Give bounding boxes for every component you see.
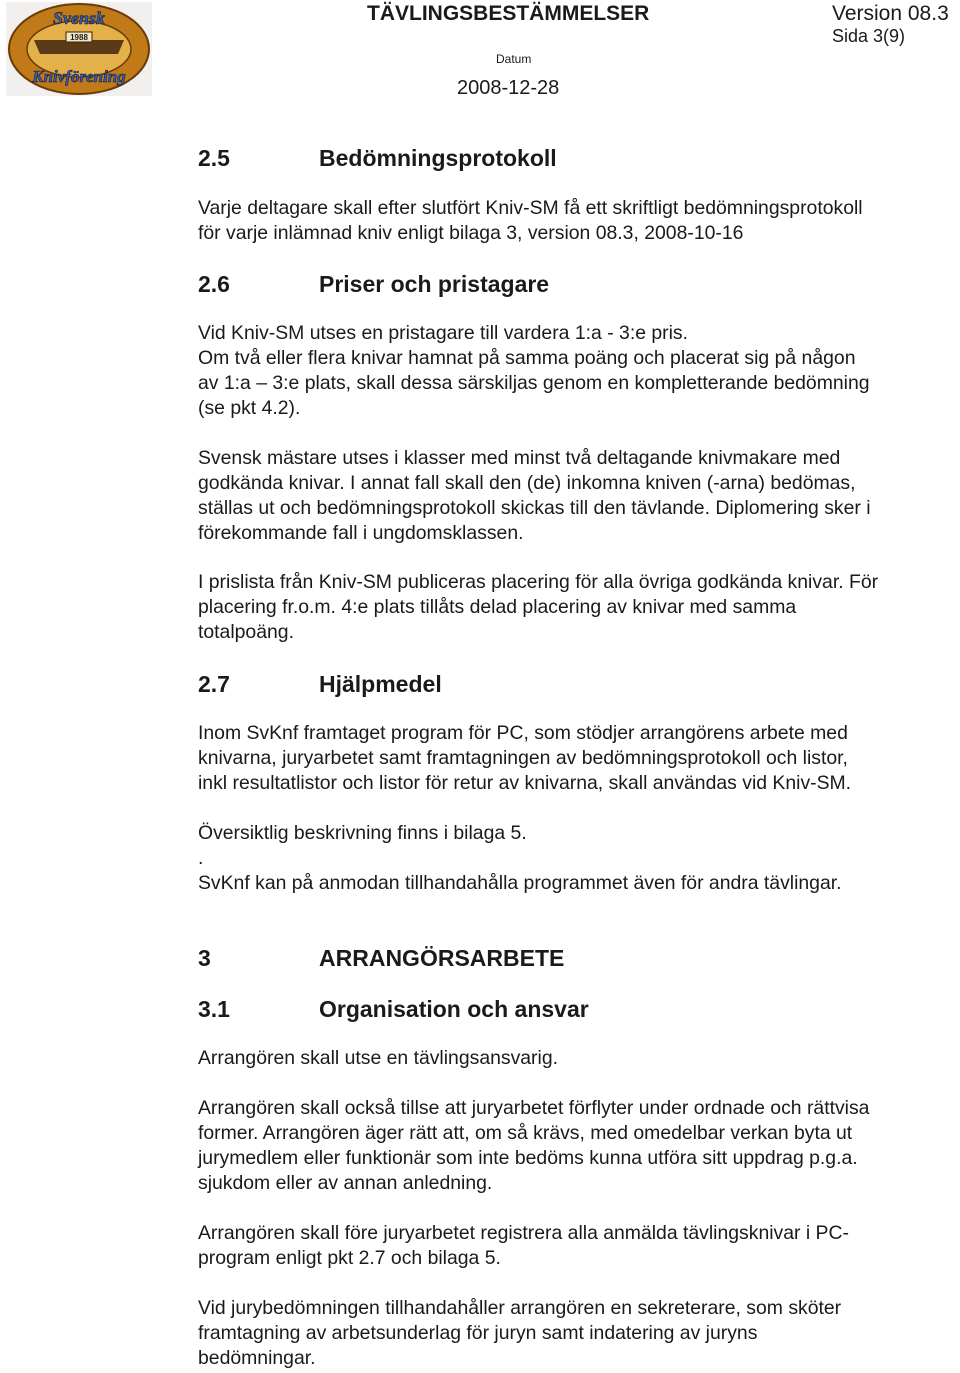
- section-title: ARRANGÖRSARBETE: [319, 945, 565, 971]
- document-date: 2008-12-28: [457, 77, 560, 99]
- text-line: förekommande fall i ungdomsklassen.: [198, 522, 524, 544]
- text-line: Arrangören skall också tillse att juryarbetet förflyter under ordnade och rättvisa: [198, 1097, 870, 1119]
- text-line: inkl resultatlistor och listor för retur av knivarna, skall användas vid Kniv-SM.: [198, 772, 852, 794]
- section-number: 3: [198, 945, 211, 971]
- text-line: Arrangören skall utse en tävlingsansvarig.: [198, 1047, 558, 1069]
- text-line: bedömningar.: [198, 1347, 316, 1369]
- document-title: TÄVLINGSBESTÄMMELSER: [367, 2, 650, 25]
- text-line: former. Arrangören äger rätt att, om så krävs, med omedelbar verkan byta ut: [198, 1122, 853, 1144]
- datum-label: Datum: [496, 52, 532, 66]
- text-line: Varje deltagare skall efter slutfört Kniv-SM få ett skriftligt bedömningsprotokoll: [198, 197, 863, 219]
- paragraph-3-1-b: [198, 1096, 869, 1196]
- text-line: totalpoäng.: [198, 621, 294, 643]
- text-line: av 1:a – 3:e plats, skall dessa särskiljas genom en kompletterande bedömning: [198, 372, 870, 394]
- text-line: (se pkt 4.2).: [198, 397, 301, 419]
- paragraph-3-1-c: [198, 1221, 849, 1271]
- paragraph-2-6-b: [198, 446, 871, 546]
- text-line: .: [198, 847, 204, 869]
- paragraph-2-6-a: [198, 321, 870, 421]
- paragraph-2-6-c: [198, 570, 878, 645]
- text-line: Svensk mästare utses i klasser med minst två deltagande knivmakare med: [198, 447, 841, 469]
- text-line: framtagning av arbetsunderlag för juryn samt indatering av juryns: [198, 1322, 758, 1344]
- svensk-knivforening-logo: [6, 2, 152, 96]
- section-title: Priser och pristagare: [319, 271, 550, 297]
- paragraph-2-5: [198, 196, 863, 246]
- logo-text-top: Svensk: [52, 8, 106, 28]
- section-number: 2.5: [198, 145, 230, 171]
- text-line: knivarna, juryarbetet samt framtagningen av bedömningsprotokoll och listor,: [198, 747, 848, 769]
- text-line: placering fr.o.m. 4:e plats tillåts delad placering av knivar med samma: [198, 596, 797, 618]
- logo-year: 1988: [70, 33, 88, 42]
- text-line: program enligt pkt 2.7 och bilaga 5.: [198, 1247, 501, 1269]
- text-line: Arrangören skall före juryarbetet registrera alla anmälda tävlingsknivar i PC-: [198, 1222, 849, 1244]
- text-line: godkända knivar. I annat fall skall den (de) inkomna kniven (-arna) bedömas,: [198, 472, 856, 494]
- text-line: Översiktlig beskrivning finns i bilaga 5.: [198, 822, 527, 844]
- text-line: sjukdom eller av annan anledning.: [198, 1172, 493, 1194]
- text-line: Inom SvKnf framtaget program för PC, som stödjer arrangörens arbete med: [198, 722, 848, 744]
- text-line: SvKnf kan på anmodan tillhandahålla programmet även för andra tävlingar.: [198, 872, 842, 894]
- section-number: 3.1: [198, 996, 230, 1022]
- page-number: Sida 3(9): [832, 26, 906, 46]
- text-line: för varje inlämnad kniv enligt bilaga 3, version 08.3, 2008-10-16: [198, 222, 744, 244]
- section-title: Organisation och ansvar: [319, 996, 589, 1022]
- text-line: Vid Kniv-SM utses en pristagare till vardera 1:a - 3:e pris.: [198, 322, 689, 344]
- text-line: I prislista från Kniv-SM publiceras placering för alla övriga godkända knivar. För: [198, 571, 879, 593]
- text-line: ställas ut och bedömningsprotokoll skickas till den tävlande. Diplomering sker i: [198, 497, 871, 519]
- paragraph-2-7-a: [198, 721, 851, 796]
- text-line: jurymedlem eller funktionär som inte bedöms kunna utföra sitt uppdrag p.g.a.: [198, 1147, 858, 1169]
- section-title: Hjälpmedel: [319, 671, 442, 697]
- paragraph-2-7-b: [198, 821, 842, 896]
- text-line: Om två eller flera knivar hamnat på samma poäng och placerat sig på någon: [198, 347, 856, 369]
- paragraph-3-1-a: [198, 1046, 558, 1071]
- section-title: Bedömningsprotokoll: [319, 145, 557, 171]
- section-number: 2.7: [198, 671, 230, 697]
- logo-text-bottom: Knivförening: [32, 67, 126, 86]
- paragraph-3-1-d: [198, 1296, 841, 1371]
- text-line: Vid jurybedömningen tillhandahåller arrangören en sekreterare, som sköter: [198, 1297, 842, 1319]
- section-number: 2.6: [198, 271, 230, 297]
- version-label: Version 08.3: [832, 2, 949, 25]
